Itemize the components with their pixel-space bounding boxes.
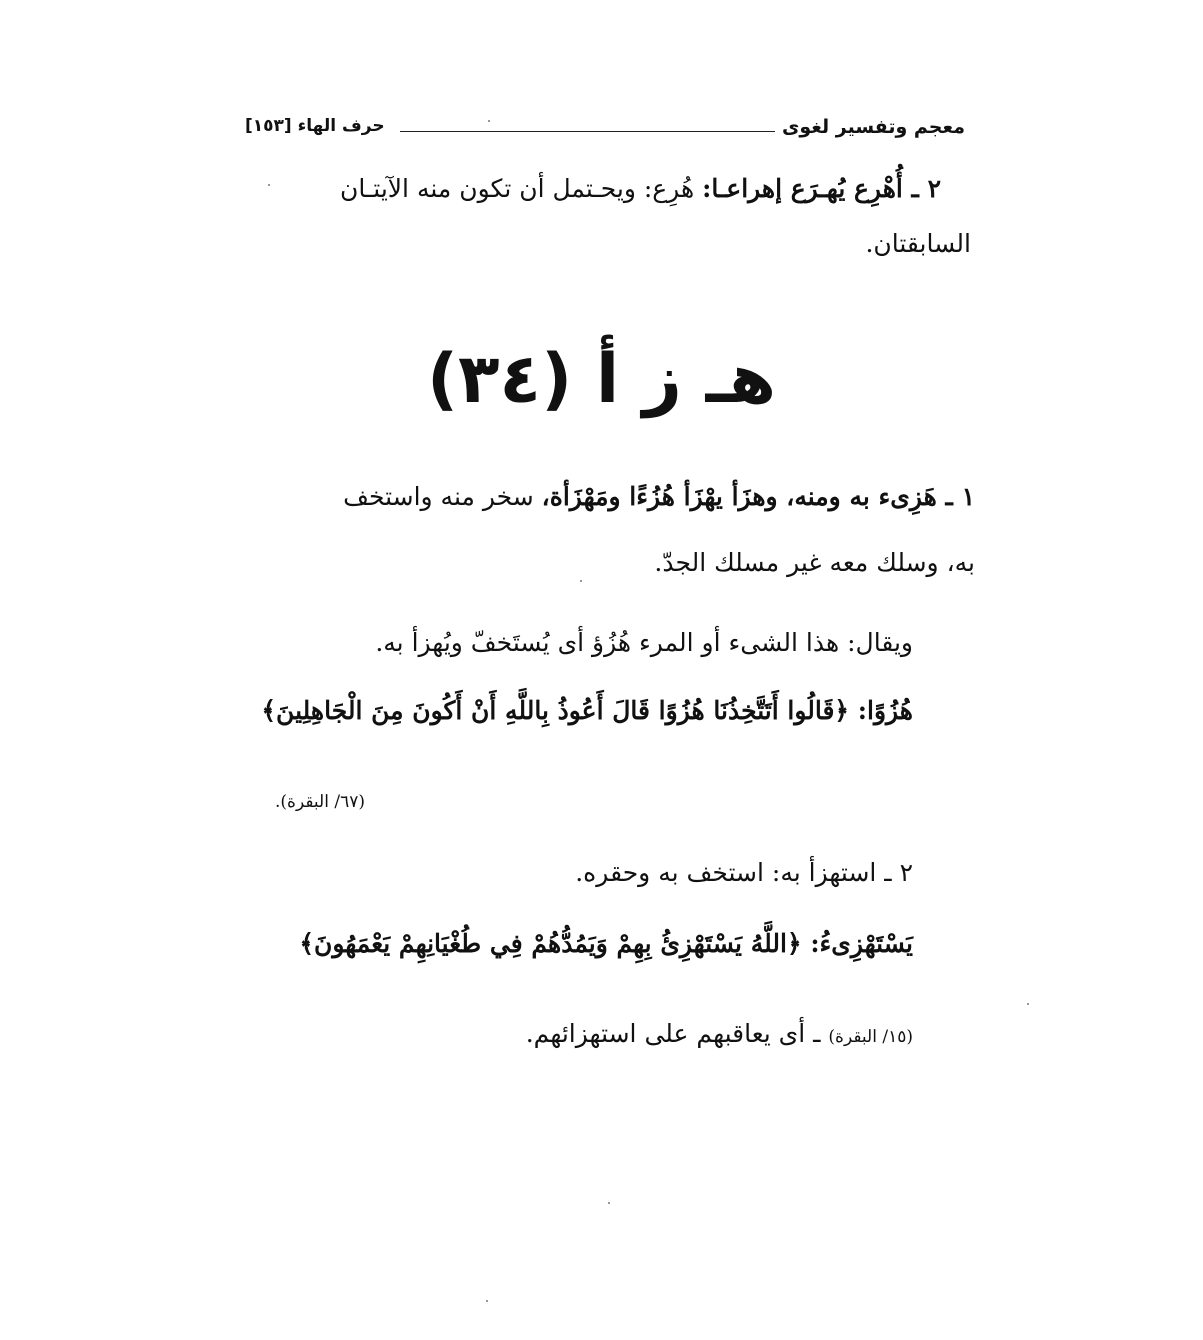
section2-quote bbox=[299, 928, 913, 961]
top-entry-text: هُرِع: ويحـتمل أن تكون منه الآيتـان bbox=[340, 174, 703, 203]
section1-quote-verse: ﴿قَالُوا أَتَتَّخِذُنَا هُزُوًا قَالَ أَعُوذُ بِاللَّهِ أَنْ أَكُونَ مِنَ الْجَاهِلِينَ﴾ bbox=[261, 696, 858, 725]
top-paragraph-line-1 bbox=[340, 173, 941, 206]
scan-speck bbox=[580, 580, 582, 582]
section1-quote bbox=[261, 695, 913, 728]
book-title: معجم وتفسير لغوى bbox=[781, 116, 965, 138]
section2-explanation: ـ أى يعاقبهم على استهزائهم. bbox=[525, 1019, 829, 1048]
section1-reference: (٦٧/ البقرة). bbox=[275, 792, 365, 812]
section1-line-3: ويقال: هذا الشىء أو المرء هُزُؤ أى يُستَخفّ ويُهزأ به. bbox=[375, 628, 913, 657]
scan-speck bbox=[486, 1300, 488, 1302]
entry-title: هـ ز أ (٣٤) bbox=[426, 340, 777, 419]
section1-quote-label: هُزُوًا: bbox=[857, 696, 913, 725]
section2-quote-label: يَسْتَهْزِىءُ: bbox=[810, 929, 913, 958]
scan-speck bbox=[488, 120, 490, 122]
section1-line-1 bbox=[343, 481, 975, 514]
section1-line-2: به، وسلك معه غير مسلك الجدّ. bbox=[654, 548, 975, 577]
scan-speck bbox=[608, 1202, 610, 1204]
section2-quote-verse: ﴿اللَّهُ يَسْتَهْزِئُ بِهِمْ وَيَمُدُّهُمْ فِي طُغْيَانِهِمْ يَعْمَهُونَ﴾ bbox=[299, 929, 811, 958]
section2-reference: (١٥/ البقرة) bbox=[828, 1027, 913, 1047]
section1-definition: سخر منه واستخف bbox=[343, 482, 542, 511]
top-paragraph-line-2: السابقتان. bbox=[865, 229, 971, 258]
section2-line-3 bbox=[526, 1018, 913, 1051]
top-entry-head: ٢ ـ أُهْرِع يُهـرَع إهراعـا: bbox=[702, 174, 941, 203]
scan-speck bbox=[1027, 1003, 1029, 1005]
scan-speck bbox=[268, 184, 270, 186]
section1-head: ١ ـ هَزِىء به ومنه، وهزَأ يهْزَأ هُزُءًا ومَهْزَأة، bbox=[541, 482, 975, 511]
section-header: حرف الهاء [١٥٣] bbox=[245, 116, 385, 136]
header-rule bbox=[400, 131, 775, 132]
section2-line-1: ٢ ـ استهزأ به: استخف به وحقره. bbox=[575, 858, 913, 887]
